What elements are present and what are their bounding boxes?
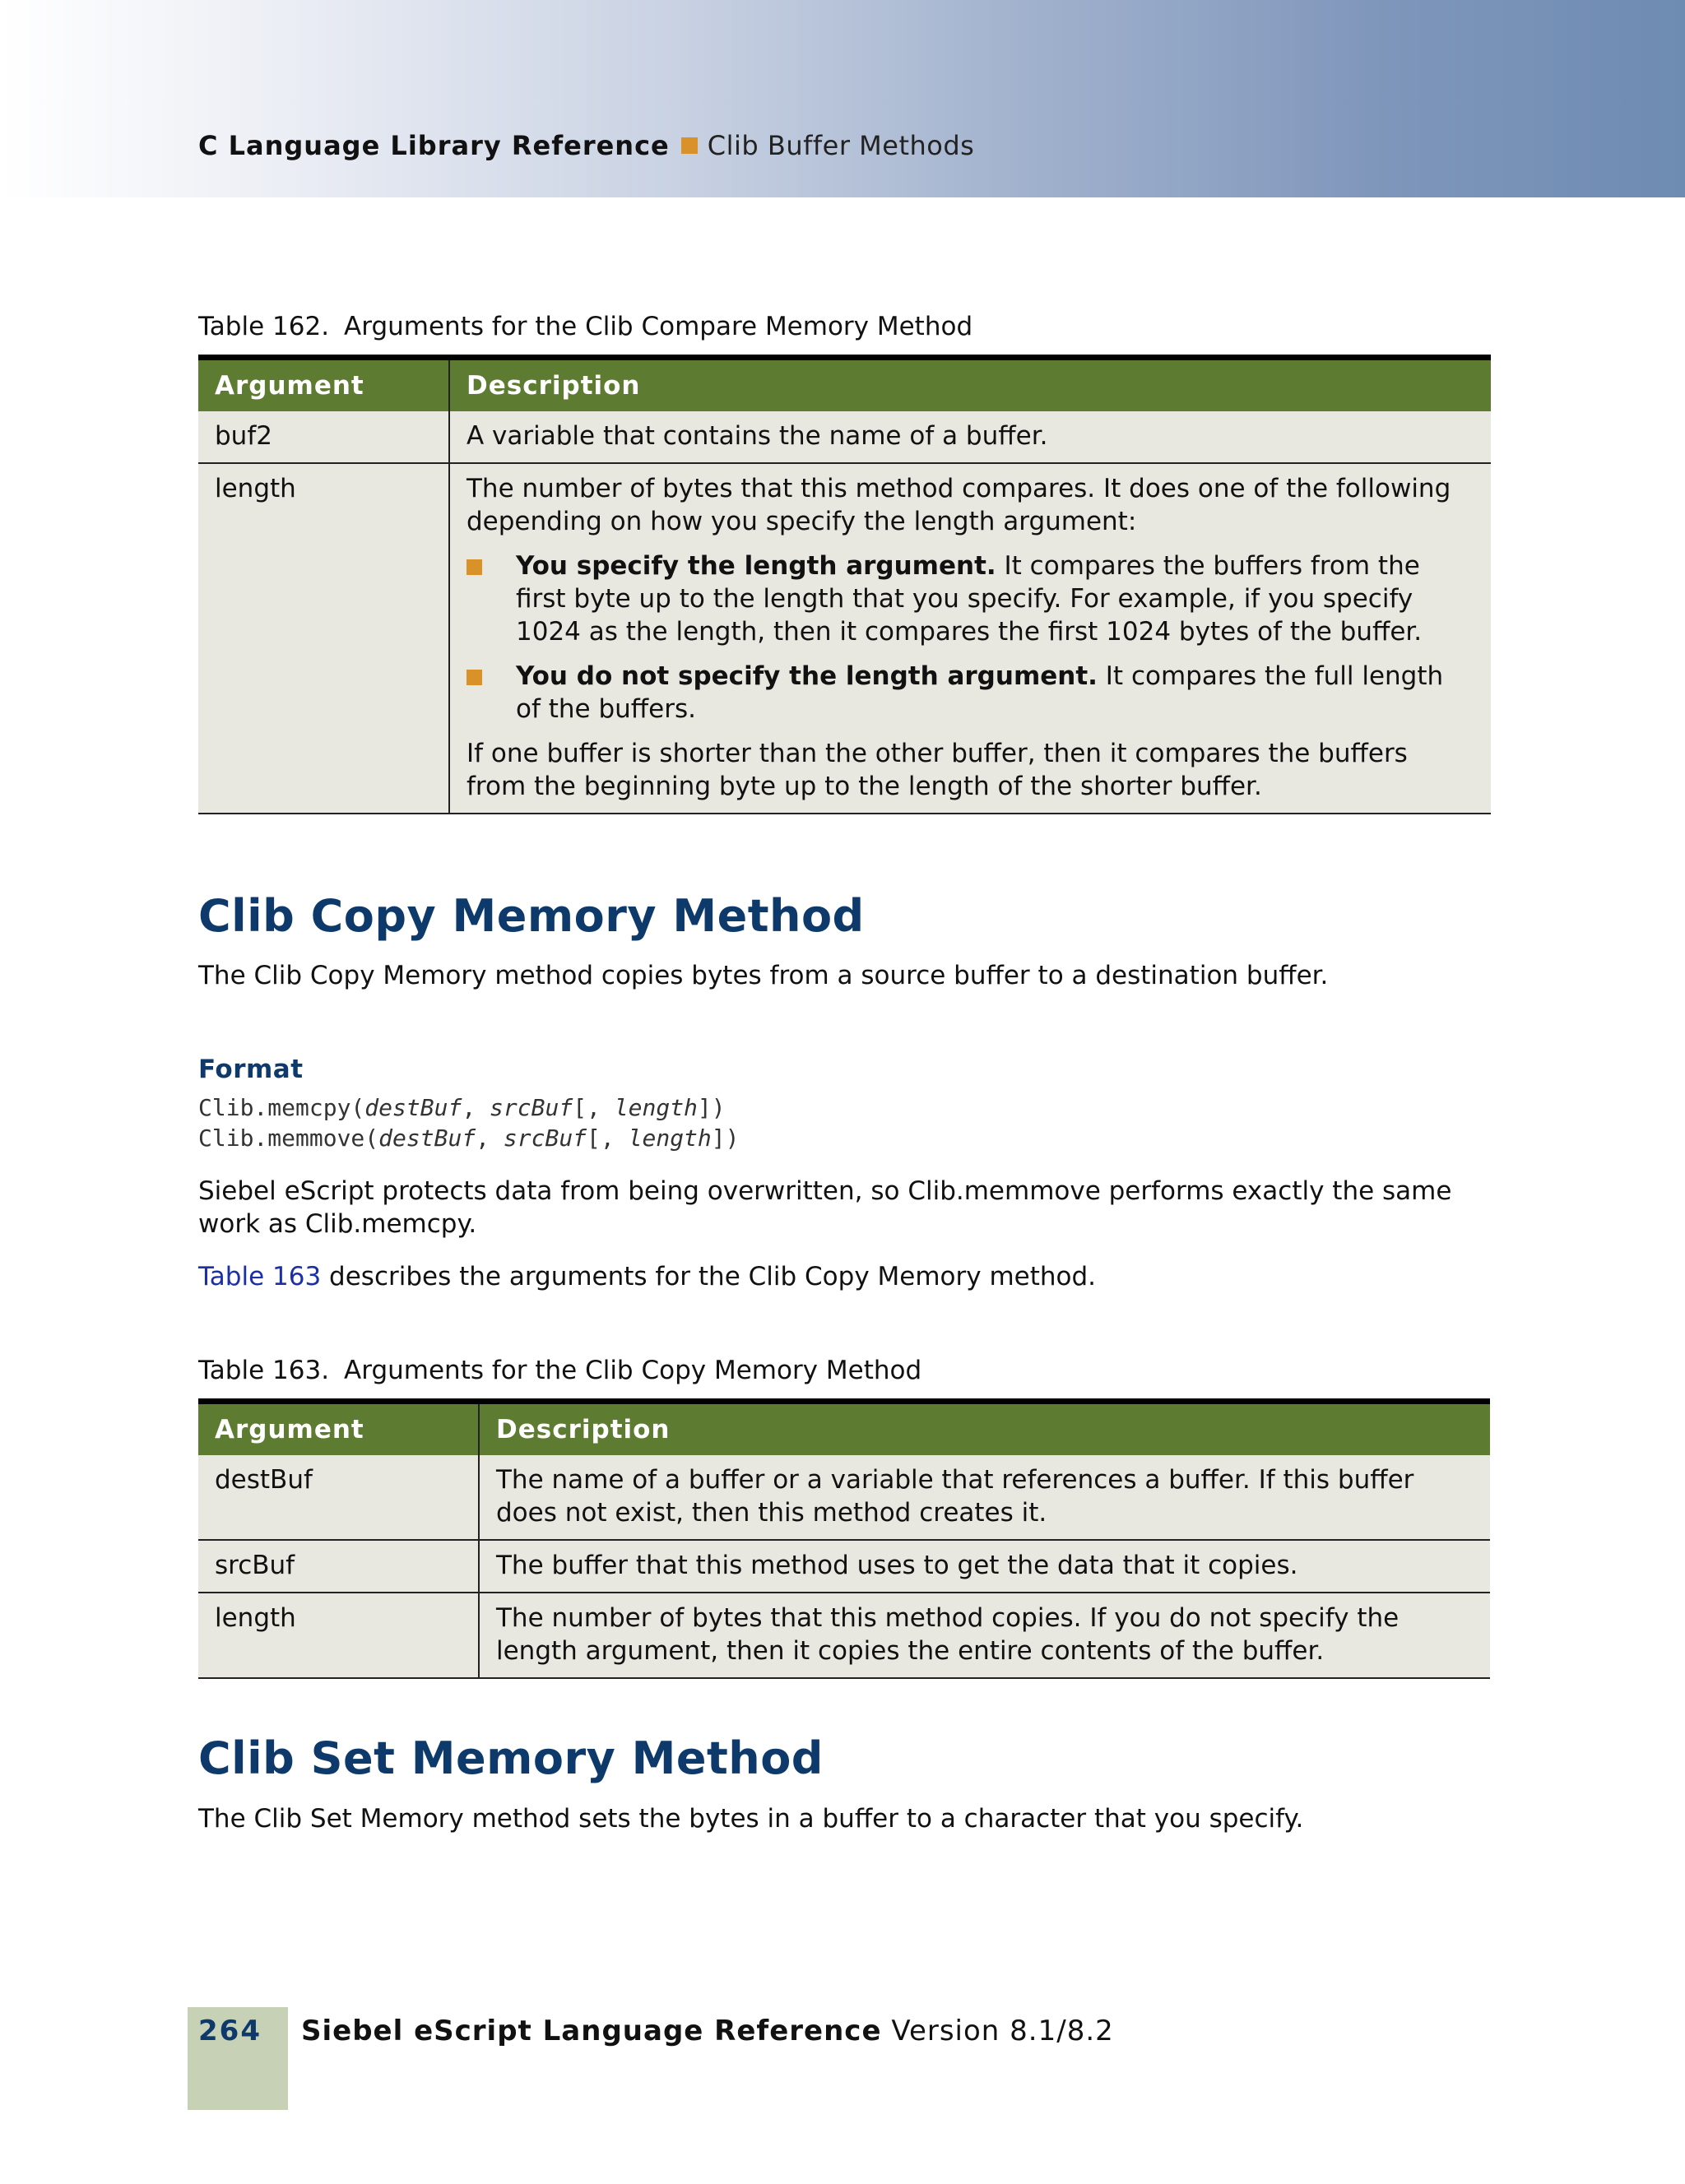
argument-cell: length	[198, 463, 449, 814]
header-separator-square-icon	[681, 137, 698, 154]
table-reference-paragraph: Table 163 describes the arguments for the Clib Copy Memory method.	[198, 1262, 1097, 1291]
column-header-description: Description	[467, 371, 641, 401]
header-section: Clib Buffer Methods	[707, 130, 975, 161]
table-162	[198, 355, 1491, 814]
format-code-block	[198, 1092, 740, 1153]
format-heading: Format	[198, 1055, 304, 1084]
argument-cell: buf2	[198, 411, 449, 463]
page-number: 264	[198, 2015, 262, 2047]
description-cell: The buffer that this method uses to get the data that it copies.	[479, 1540, 1490, 1593]
table-163-caption: Table 163. Arguments for the Clib Copy Memory Method	[198, 1356, 922, 1385]
footer-book-title: Siebel eScript Language Reference Version 8.1/8.2	[301, 2015, 1114, 2047]
bullet-square-icon	[467, 670, 482, 685]
page-header-banner	[0, 0, 1685, 197]
code-line: Clib.memmove(destBuf, srcBuf[, length])	[198, 1124, 740, 1152]
table-row	[198, 411, 1491, 463]
table-header-row	[198, 358, 1491, 412]
memmove-note: Siebel eScript protects data from being overwritten, so Clib.memmove performs exactly the same work as Clib.memcpy.	[198, 1176, 1452, 1239]
description-cell	[449, 463, 1491, 814]
column-header-argument: Argument	[198, 358, 449, 412]
description-outro: If one buffer is shorter than the other buffer, then it compares the buffers from the beginning byte up to the length of the shorter buffer.	[467, 739, 1408, 801]
argument-cell: length	[198, 1593, 479, 1678]
argument-cell: destBuf	[198, 1455, 479, 1540]
column-header-description: Description	[496, 1415, 671, 1444]
section-heading-copy-memory: Clib Copy Memory Method	[198, 890, 865, 942]
running-header	[198, 130, 974, 161]
description-cell: The number of bytes that this method copies. If you do not specify the length argument, then it copies the entire contents of the buffer.	[479, 1593, 1490, 1678]
table-162-caption: Table 162. Arguments for the Clib Compare Memory Method	[198, 312, 973, 341]
description-cell: A variable that contains the name of a buffer.	[449, 411, 1491, 463]
set-intro: The Clib Set Memory method sets the bytes in a buffer to a character that you specify.	[198, 1804, 1304, 1834]
table-163	[198, 1398, 1490, 1679]
table-row	[198, 1540, 1490, 1593]
description-intro: The number of bytes that this method compares. It does one of the following depending on how you specify the length argument:	[467, 474, 1451, 536]
table-163-link[interactable]: Table 163	[198, 1262, 322, 1291]
argument-cell: srcBuf	[198, 1540, 479, 1593]
code-line: Clib.memcpy(destBuf, srcBuf[, length])	[198, 1094, 726, 1121]
header-chapter: C Language Library Reference	[198, 130, 670, 161]
bullet-item: You specify the length argument. It compares the buffers from the first byte up to the length that you specify. For example, if you specify 1024 as the length, then it compares the first 1024 bytes of the buffer.	[467, 549, 1474, 648]
copy-intro: The Clib Copy Memory method copies bytes from a source buffer to a destination buffer.	[198, 961, 1329, 990]
table-row	[198, 1455, 1490, 1540]
table-row	[198, 463, 1491, 814]
bullet-item: You do not specify the length argument. It compares the full length of the buffers.	[467, 660, 1474, 726]
section-heading-set-memory: Clib Set Memory Method	[198, 1732, 824, 1784]
column-header-argument: Argument	[198, 1402, 479, 1456]
table-row	[198, 1593, 1490, 1678]
description-cell: The name of a buffer or a variable that references a buffer. If this buffer does not exist, then this method creates it.	[479, 1455, 1490, 1540]
table-header-row	[198, 1402, 1490, 1456]
bullet-square-icon	[467, 559, 482, 575]
